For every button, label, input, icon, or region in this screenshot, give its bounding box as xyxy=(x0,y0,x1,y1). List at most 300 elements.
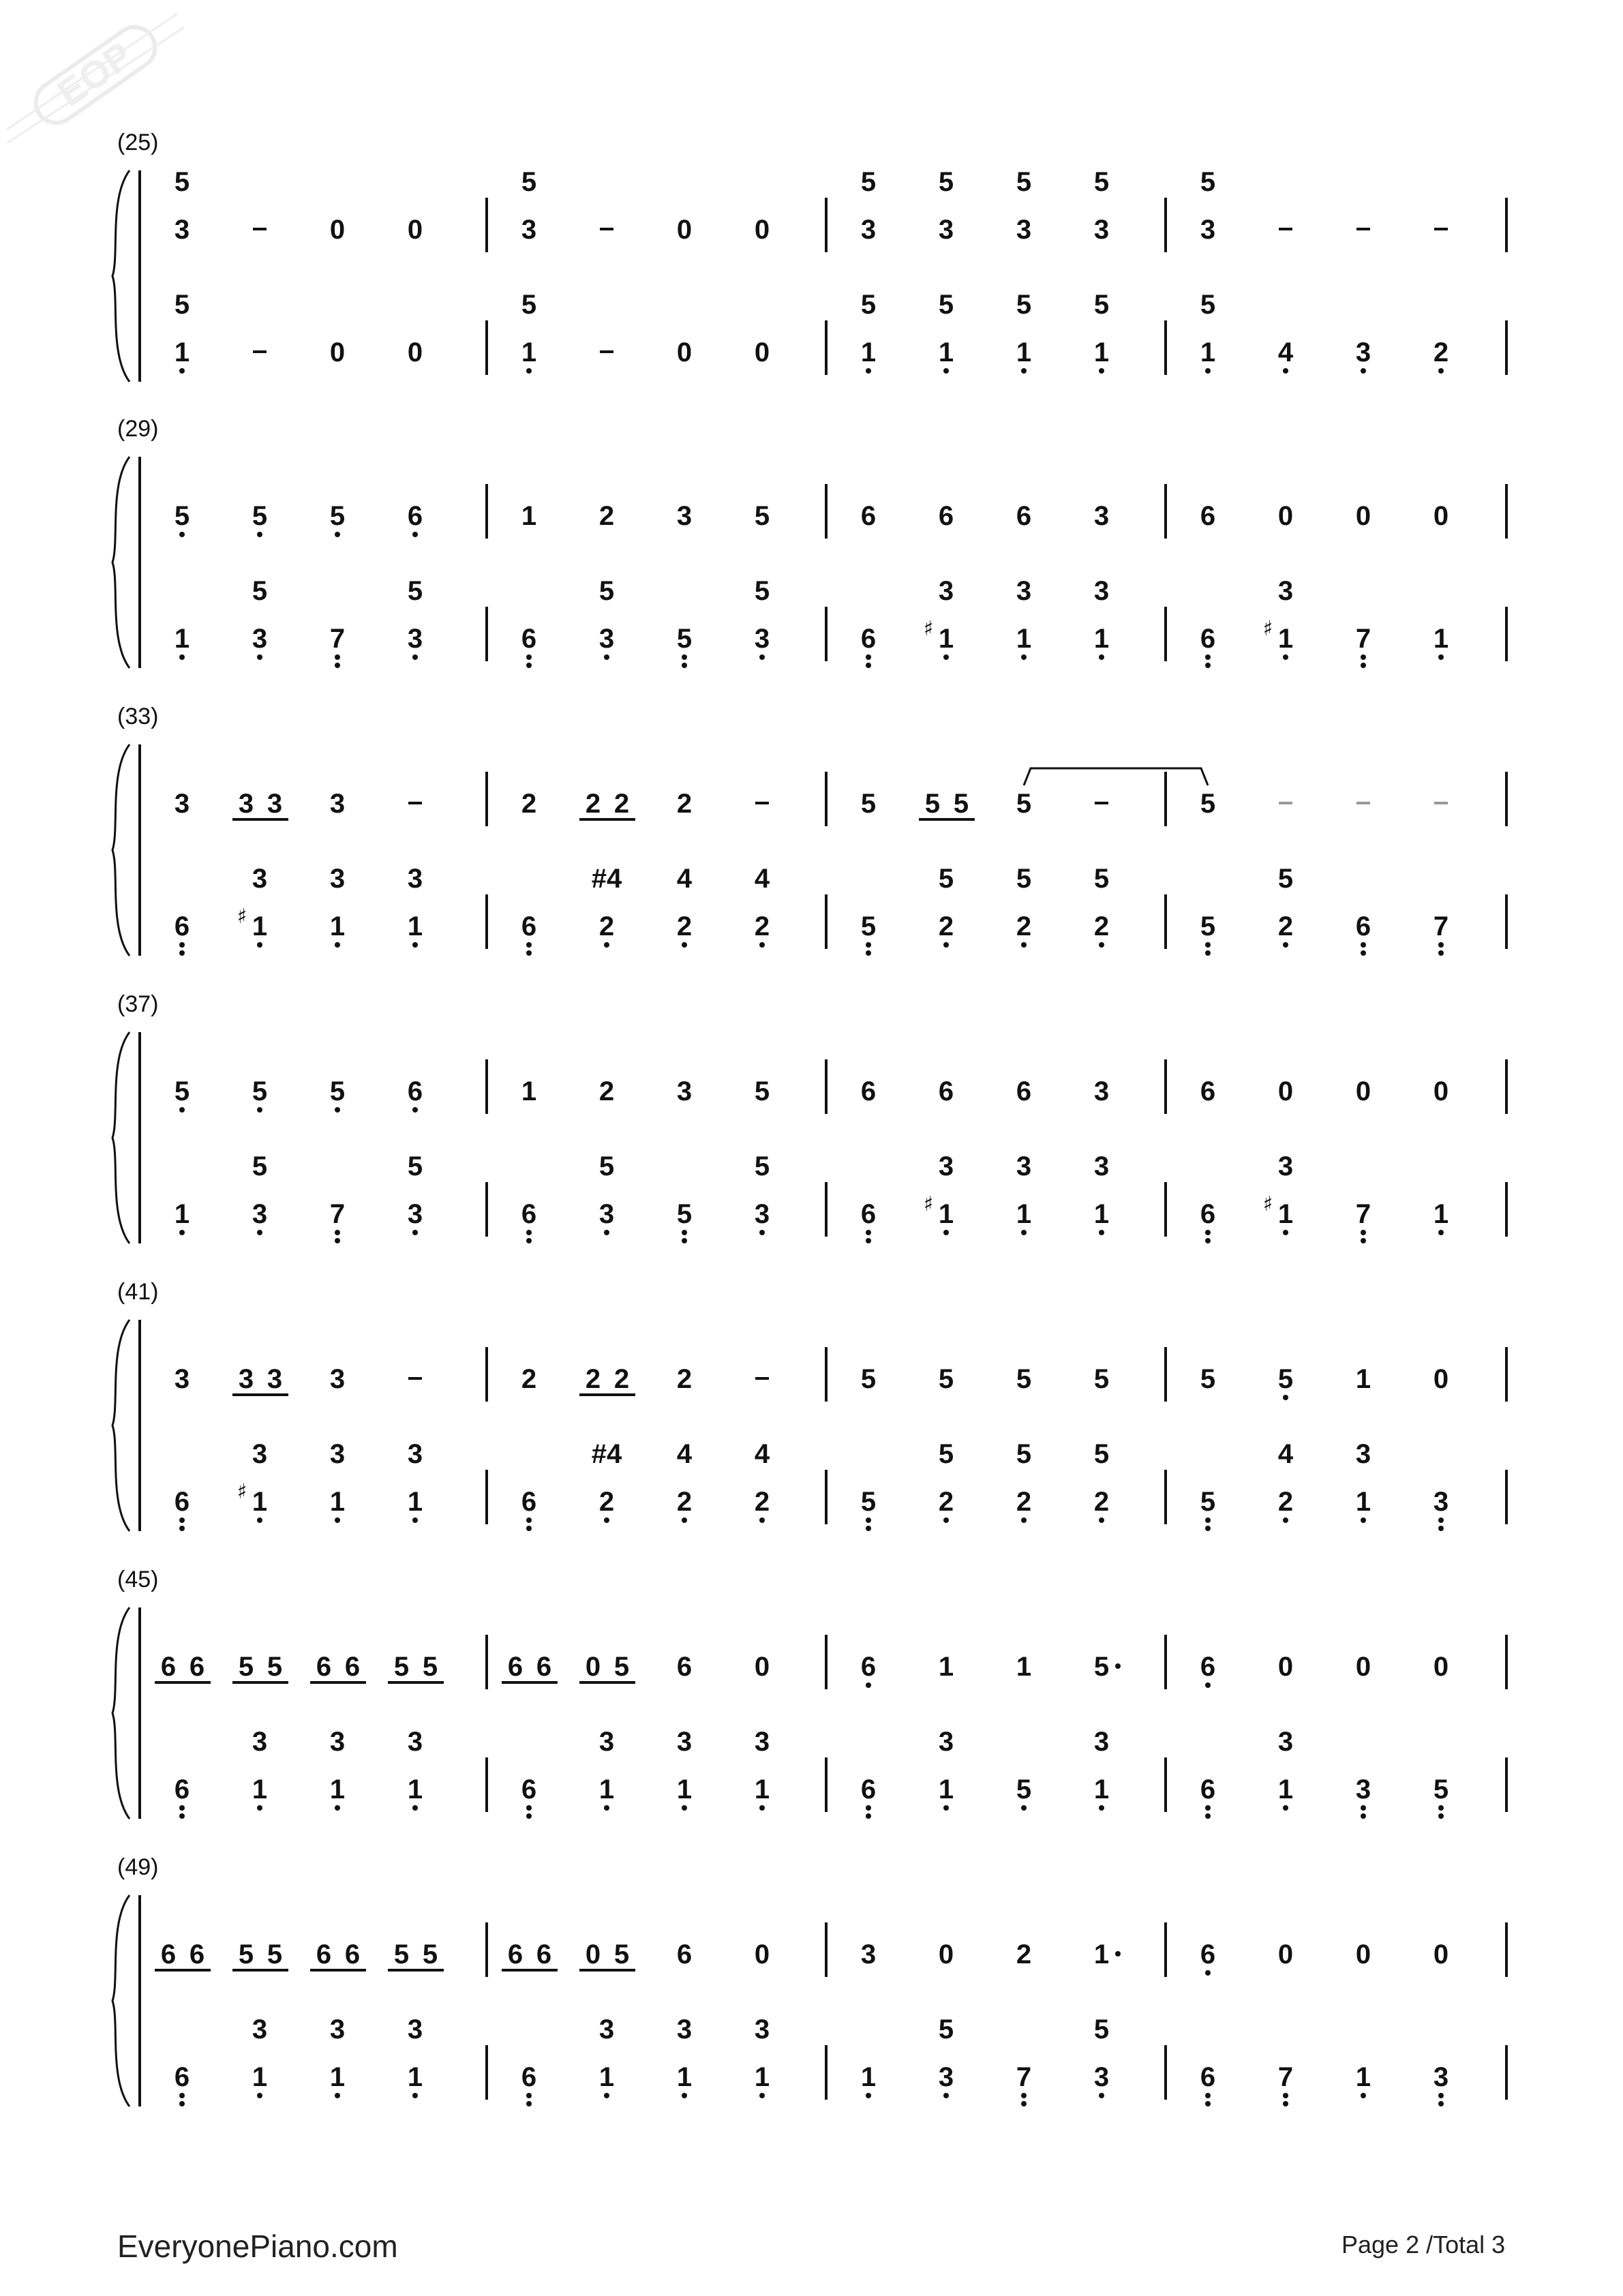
grand-staff-brace xyxy=(112,1032,130,1243)
note-digit: 5 xyxy=(174,501,190,531)
note-digit: 2 xyxy=(676,1487,693,1517)
eighth-pair xyxy=(579,789,635,819)
note-digit: 2 xyxy=(754,1487,770,1517)
low-octave-dot xyxy=(335,2093,340,2098)
low-octave-dot xyxy=(412,1805,418,1811)
quarter-note xyxy=(677,2014,692,2098)
quarter-note xyxy=(677,1727,692,1811)
note-digit: 6 xyxy=(160,1652,177,1682)
note-digit: 1 xyxy=(1433,624,1449,654)
chord-upper-note: 5 xyxy=(1093,167,1110,197)
low-octave-dot xyxy=(1283,1805,1288,1811)
quarter-note xyxy=(408,1076,423,1113)
note-digit: 6 xyxy=(174,1774,190,1804)
note-digit: 6 xyxy=(1200,1652,1216,1682)
quarter-note xyxy=(175,1774,189,1819)
note-digit: 5 xyxy=(1016,1774,1032,1804)
chord-upper-note: 3 xyxy=(1277,576,1294,606)
quarter-note xyxy=(861,290,876,374)
low-octave-dot xyxy=(335,1805,340,1811)
quarter-note xyxy=(1278,1439,1294,1523)
low-octave-dot xyxy=(1205,950,1211,956)
note-digit: 1 xyxy=(252,1774,268,1804)
note-digit: 5 xyxy=(422,1939,438,1969)
low-octave-dot xyxy=(1438,942,1444,948)
quarter-note xyxy=(1200,789,1215,819)
grand-staff-brace xyxy=(112,457,130,668)
chord-upper-note: 5 xyxy=(174,290,190,320)
eighth-pair xyxy=(579,1939,635,1970)
note-digit: 6 xyxy=(536,1652,552,1682)
note-digit: 6 xyxy=(521,1199,537,1229)
note-digit: 1 xyxy=(938,337,954,367)
note-digit: 2 xyxy=(585,789,601,819)
eighth-pair xyxy=(579,1652,635,1682)
chord-upper-note: 3 xyxy=(252,864,268,894)
eighth-note xyxy=(161,1652,176,1682)
low-octave-dot xyxy=(604,942,609,948)
low-octave-dot xyxy=(1021,368,1027,374)
note-digit: 2 xyxy=(521,789,537,819)
low-octave-dot xyxy=(1361,368,1366,374)
low-octave-dot xyxy=(682,1238,687,1243)
low-octave-dot xyxy=(866,1517,871,1523)
low-octave-dot xyxy=(1361,942,1366,948)
note-digit: 6 xyxy=(1200,1076,1216,1106)
low-octave-dot xyxy=(179,1107,185,1113)
eighth-note xyxy=(267,1364,282,1394)
quarter-note xyxy=(175,1487,189,1531)
eighth-note xyxy=(189,1939,204,1969)
note-digit: 5 xyxy=(238,1939,254,1969)
low-octave-dot xyxy=(1205,663,1211,668)
note-digit: 1 xyxy=(407,1487,423,1517)
low-octave-dot xyxy=(866,1682,871,1688)
chord-upper-note: 5 xyxy=(407,1151,423,1181)
low-octave-dot xyxy=(1438,1526,1444,1531)
eighth-note xyxy=(536,1939,551,1969)
quarter-note xyxy=(1434,1076,1448,1106)
quarter-note xyxy=(330,215,345,245)
quarter-note xyxy=(521,624,536,668)
eighth-note xyxy=(614,1652,629,1682)
low-octave-dot xyxy=(1361,2093,1366,2098)
note-digit: 3 xyxy=(1433,2062,1449,2092)
chord-upper-note: 5 xyxy=(252,576,268,606)
eighth-note xyxy=(614,789,629,819)
eighth-note xyxy=(614,1364,629,1394)
low-octave-dot xyxy=(943,1230,949,1235)
quarter-note xyxy=(861,789,876,819)
quarter-note xyxy=(939,1939,954,1969)
low-octave-dot xyxy=(1021,942,1027,948)
note-digit: 5 xyxy=(252,501,268,531)
eighth-pair xyxy=(232,789,288,819)
score-system xyxy=(112,416,1506,668)
note-digit: 0 xyxy=(329,337,346,367)
note-digit: 2 xyxy=(598,911,615,941)
note-digit: 0 xyxy=(1433,1076,1449,1106)
note-digit: 2 xyxy=(1093,1487,1110,1517)
note-digit: 6 xyxy=(536,1939,552,1969)
quarter-note xyxy=(1200,1487,1215,1531)
measure xyxy=(175,484,487,668)
low-octave-dot xyxy=(526,1517,532,1523)
low-octave-dot xyxy=(526,1238,532,1243)
note-digit: 6 xyxy=(521,911,537,941)
quarter-note xyxy=(755,576,770,660)
low-octave-dot xyxy=(1283,1230,1288,1235)
low-octave-dot xyxy=(1283,1517,1288,1523)
quarter-note xyxy=(1016,789,1031,819)
note-digit: 5 xyxy=(393,1652,410,1682)
note-digit: 6 xyxy=(521,2062,537,2092)
note-digit: 0 xyxy=(1433,1939,1449,1969)
low-octave-dot xyxy=(1283,2093,1288,2098)
quarter-note xyxy=(1094,167,1109,245)
eighth-pair xyxy=(232,1364,288,1395)
note-digit: 5 xyxy=(953,789,969,819)
note-digit: 3 xyxy=(1093,2062,1110,2092)
note-digit: 3 xyxy=(598,1199,615,1229)
note-digit: 1 xyxy=(1355,1487,1371,1517)
measure xyxy=(1200,1922,1506,2106)
low-octave-dot xyxy=(866,942,871,948)
quarter-note xyxy=(755,337,770,367)
quarter-note xyxy=(755,1939,770,1969)
note-digit: 7 xyxy=(1355,1199,1371,1229)
note-digit: 1 xyxy=(1093,337,1110,367)
note-digit: 3 xyxy=(252,624,268,654)
quarter-note xyxy=(175,1199,189,1235)
quarter-note xyxy=(1356,911,1371,956)
quarter-note xyxy=(1200,501,1215,531)
low-octave-dot xyxy=(866,1805,871,1811)
quarter-note xyxy=(677,789,692,819)
quarter-note xyxy=(252,2014,267,2098)
quarter-note xyxy=(861,2062,876,2098)
note-digit: 1 xyxy=(1093,1199,1110,1229)
low-octave-dot xyxy=(943,368,949,374)
low-octave-dot xyxy=(1021,1517,1027,1523)
chord-upper-note: #4 xyxy=(591,1439,622,1469)
note-digit: 3 xyxy=(238,1364,254,1394)
quarter-note xyxy=(521,2062,536,2106)
measure-number: (41) xyxy=(117,1279,159,1305)
quarter-note xyxy=(175,911,189,956)
quarter-note xyxy=(1016,576,1031,660)
low-octave-dot xyxy=(943,942,949,948)
note-digit: 1 xyxy=(938,1774,954,1804)
note-digit: 6 xyxy=(521,624,537,654)
note-digit: 2 xyxy=(1016,911,1032,941)
measure xyxy=(521,772,826,956)
quarter-note xyxy=(1094,501,1109,531)
quarter-note xyxy=(1016,501,1031,531)
eighth-note xyxy=(508,1939,523,1969)
note-digit: 3 xyxy=(329,789,346,819)
quarter-note xyxy=(330,789,345,819)
low-octave-dot xyxy=(1205,1517,1211,1523)
measure-number: (29) xyxy=(117,416,159,442)
note-digit: 2 xyxy=(1016,1939,1032,1969)
measure xyxy=(1200,772,1506,956)
quarter-note xyxy=(175,167,189,245)
footer-site-link[interactable]: EveryonePiano.com xyxy=(117,2229,398,2264)
quarter-note xyxy=(1278,1364,1293,1400)
note-digit: 5 xyxy=(1200,789,1216,819)
eighth-note xyxy=(161,1939,176,1969)
low-octave-dot xyxy=(179,532,185,537)
note-digit: 3 xyxy=(1200,215,1216,245)
quarter-note xyxy=(1356,1774,1371,1819)
eighth-note xyxy=(614,1939,629,1969)
quarter-note xyxy=(755,1727,770,1811)
measure xyxy=(1200,1059,1506,1243)
note-digit: 5 xyxy=(329,1076,346,1106)
quarter-note xyxy=(1094,864,1109,948)
low-octave-dot xyxy=(257,942,262,948)
quarter-note xyxy=(1200,911,1215,956)
quarter-note xyxy=(861,1364,876,1394)
note-digit: 1 xyxy=(1355,2062,1371,2092)
low-octave-dot xyxy=(1438,1230,1444,1235)
sharp-sign: ♯ xyxy=(923,1192,934,1216)
note-digit: 2 xyxy=(598,1076,615,1106)
note-digit: 1 xyxy=(252,1487,268,1517)
note-digit: 6 xyxy=(174,1487,190,1517)
low-octave-dot xyxy=(179,1813,185,1819)
note-digit: 6 xyxy=(860,501,877,531)
note-digit: 6 xyxy=(344,1939,361,1969)
note-digit: 2 xyxy=(938,911,954,941)
note-digit: 1 xyxy=(521,501,537,531)
quarter-note xyxy=(1094,1727,1109,1811)
eighth-pair xyxy=(502,1652,558,1682)
quarter-note xyxy=(330,501,345,537)
quarter-note xyxy=(330,337,345,367)
note-digit: 3 xyxy=(521,215,537,245)
quarter-note xyxy=(1278,2062,1293,2106)
note-digit: 2 xyxy=(521,1364,537,1394)
quarter-note xyxy=(1278,1939,1293,1969)
chord-upper-note: 5 xyxy=(1200,290,1216,320)
note-digit: 0 xyxy=(1277,501,1294,531)
note-digit: 2 xyxy=(585,1364,601,1394)
eighth-note xyxy=(239,1939,254,1969)
note-digit: 2 xyxy=(613,789,630,819)
chord-upper-note: 3 xyxy=(1277,1727,1294,1757)
note-digit: 5 xyxy=(252,1076,268,1106)
chord-upper-note: 5 xyxy=(1093,290,1110,320)
note-digit: 0 xyxy=(407,215,423,245)
low-octave-dot xyxy=(1021,2093,1027,2098)
note-digit: 1 xyxy=(407,2062,423,2092)
low-octave-dot xyxy=(1361,654,1366,660)
note-digit: 6 xyxy=(1200,624,1216,654)
low-octave-dot xyxy=(604,1805,609,1811)
quarter-note xyxy=(1434,911,1448,956)
quarter-note xyxy=(1200,1076,1215,1106)
measure xyxy=(155,1922,487,2106)
note-digit: 3 xyxy=(676,1076,693,1106)
measure xyxy=(175,1059,487,1243)
eighth-pair xyxy=(232,1939,288,1970)
eighth-note xyxy=(316,1652,331,1682)
note-digit: 0 xyxy=(938,1939,954,1969)
note-digit: 7 xyxy=(1433,911,1449,941)
quarter-note xyxy=(1016,2062,1031,2106)
chord-upper-note: 3 xyxy=(938,576,954,606)
quarter-note xyxy=(330,1199,345,1243)
note-digit: 1 xyxy=(329,911,346,941)
note-digit: 6 xyxy=(860,1652,877,1682)
quarter-note xyxy=(1200,290,1215,374)
low-octave-dot xyxy=(682,942,687,948)
note-digit: 6 xyxy=(189,1939,205,1969)
chord-upper-note: 3 xyxy=(252,1439,268,1469)
low-octave-dot xyxy=(604,1230,609,1235)
quarter-note xyxy=(1263,576,1293,660)
measure-number: (49) xyxy=(117,1854,159,1880)
chord-upper-note: 3 xyxy=(329,2014,346,2044)
note-digit: 1 xyxy=(1016,1199,1032,1229)
quarter-note xyxy=(1434,624,1448,660)
quarter-note xyxy=(1016,167,1031,245)
measure xyxy=(1200,167,1506,375)
note-digit: 6 xyxy=(860,1199,877,1229)
note-digit: 6 xyxy=(160,1939,177,1969)
note-digit: 3 xyxy=(267,789,283,819)
note-digit: 2 xyxy=(613,1364,630,1394)
note-digit: 6 xyxy=(860,1774,877,1804)
low-octave-dot xyxy=(759,1805,765,1811)
note-digit: 1 xyxy=(252,911,268,941)
eighth-note xyxy=(394,1939,409,1969)
low-octave-dot xyxy=(682,2093,687,2098)
quarter-note xyxy=(1200,624,1215,668)
note-digit: 6 xyxy=(521,1774,537,1804)
low-octave-dot xyxy=(335,1230,340,1235)
low-octave-dot xyxy=(866,1238,871,1243)
low-octave-dot xyxy=(866,368,871,374)
augmentation-dot xyxy=(1115,1951,1121,1957)
note-digit: 0 xyxy=(754,337,770,367)
chord-upper-note: 3 xyxy=(1277,1151,1294,1181)
measure xyxy=(502,1922,826,2106)
low-octave-dot xyxy=(1438,654,1444,660)
quarter-note xyxy=(175,1076,189,1113)
quarter-note xyxy=(677,1364,692,1394)
low-octave-dot xyxy=(1099,2093,1104,2098)
low-octave-dot xyxy=(1205,654,1211,660)
quarter-note xyxy=(1434,337,1448,374)
quarter-note xyxy=(677,1439,693,1523)
quarter-note xyxy=(1356,337,1371,374)
quarter-note xyxy=(175,624,189,660)
eighth-note xyxy=(586,1652,601,1682)
eighth-pair xyxy=(388,1652,444,1682)
quarter-note xyxy=(408,1439,423,1523)
note-digit: 5 xyxy=(754,1076,770,1106)
note-digit: 6 xyxy=(344,1652,361,1682)
quarter-note xyxy=(861,501,876,531)
augmentation-dot xyxy=(1115,1663,1121,1669)
note-digit: 5 xyxy=(613,1939,630,1969)
quarter-note xyxy=(599,1076,614,1106)
quarter-note xyxy=(1356,1076,1371,1106)
note-digit: 5 xyxy=(329,501,346,531)
note-digit: 3 xyxy=(407,1199,423,1229)
quarter-note xyxy=(1094,1652,1121,1682)
note-digit: 2 xyxy=(1277,1487,1294,1517)
low-octave-dot xyxy=(526,2101,532,2106)
quarter-note xyxy=(1434,1364,1448,1394)
measure xyxy=(521,167,826,375)
measure-number: (45) xyxy=(117,1567,159,1592)
quarter-note xyxy=(330,864,345,948)
quarter-note xyxy=(861,1652,876,1688)
quarter-note xyxy=(755,1652,770,1682)
quarter-note xyxy=(1094,1939,1121,1969)
note-digit: 3 xyxy=(1355,1774,1371,1804)
chord-upper-note: 5 xyxy=(754,576,770,606)
quarter-note xyxy=(1200,1939,1215,1976)
low-octave-dot xyxy=(179,1517,185,1523)
low-octave-dot xyxy=(1438,950,1444,956)
quarter-note xyxy=(521,911,536,956)
quarter-note xyxy=(861,624,876,668)
eighth-note xyxy=(189,1652,204,1682)
quarter-note xyxy=(408,576,423,660)
low-octave-dot xyxy=(1205,1682,1211,1688)
eighth-note xyxy=(267,1652,282,1682)
low-octave-dot xyxy=(1205,2101,1211,2106)
low-octave-dot xyxy=(526,1230,532,1235)
quarter-note xyxy=(330,1076,345,1113)
note-digit: 1 xyxy=(521,337,537,367)
quarter-note xyxy=(1094,576,1109,660)
low-octave-dot xyxy=(759,1517,765,1523)
quarter-note xyxy=(939,1439,954,1523)
note-digit: 2 xyxy=(598,1487,615,1517)
note-digit: 5 xyxy=(238,1652,254,1682)
chord-upper-note: 5 xyxy=(598,576,615,606)
note-digit: 5 xyxy=(676,1199,693,1229)
note-digit: 6 xyxy=(676,1652,693,1682)
note-digit: 7 xyxy=(329,624,346,654)
note-digit: 3 xyxy=(1016,215,1032,245)
quarter-note xyxy=(1016,1939,1031,1969)
low-octave-dot xyxy=(1361,1517,1366,1523)
footer-page-number: Page 2 /Total 3 xyxy=(1341,2231,1506,2259)
note-digit: 6 xyxy=(189,1652,205,1682)
chord-upper-note: 3 xyxy=(329,1727,346,1757)
note-digit: 5 xyxy=(267,1939,283,1969)
note-digit: 6 xyxy=(507,1939,524,1969)
low-octave-dot xyxy=(179,1230,185,1235)
quarter-note xyxy=(677,1199,692,1243)
quarter-note xyxy=(408,1727,423,1811)
low-octave-dot xyxy=(1205,1813,1211,1819)
quarter-note xyxy=(408,2014,423,2098)
quarter-note xyxy=(939,1364,954,1394)
low-octave-dot xyxy=(526,368,532,374)
low-octave-dot xyxy=(335,1107,340,1113)
measure xyxy=(1200,1635,1506,1819)
low-octave-dot xyxy=(179,2101,185,2106)
low-octave-dot xyxy=(1205,2093,1211,2098)
